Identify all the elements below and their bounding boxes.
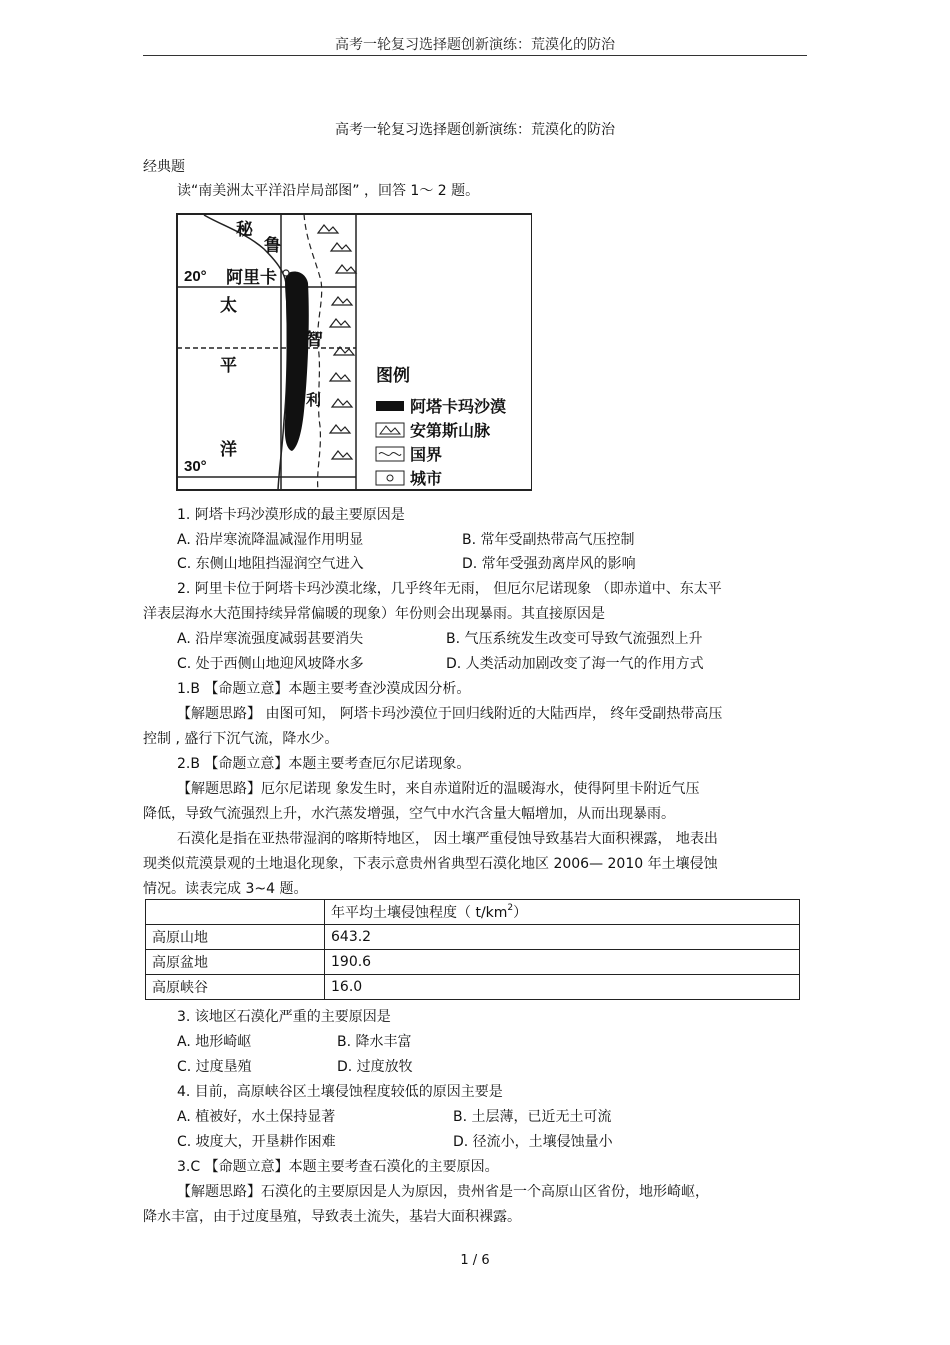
legend-mountain-icon — [376, 423, 404, 437]
coastline — [204, 215, 287, 490]
passage-line2: 现类似荒漠景观的土地退化现象，下表示意贵州省典型石漠化地区 2006— 2010 年土壤侵蚀 — [143, 856, 718, 872]
q4-option-d: D. 径流小，土壤侵蚀量小 — [453, 1134, 613, 1150]
table-header-erosion — [325, 900, 800, 925]
legend-item-city: 城市 — [410, 471, 443, 488]
q3-option-d: D. 过度放牧 — [337, 1059, 413, 1075]
answer1-idea-line1: 【解题思路】 由图可知， 阿塔卡玛沙漠位于回归线附近的大陆西岸， 终年受副热带高压 — [177, 706, 723, 722]
table-header-row — [146, 900, 800, 925]
q2-option-a: A. 沿岸寒流强度减弱甚要消失 — [177, 631, 364, 647]
label-arica: 阿里卡 — [226, 268, 277, 287]
q3-option-a: A. 地形崎岖 — [177, 1034, 252, 1050]
label-ocean-3: 洋 — [220, 440, 237, 459]
passage-line1: 石漠化是指在亚热带湿润的喀斯特地区， 因土壤严重侵蚀导致基岩大面积裸露， 地表出 — [177, 831, 718, 847]
table-row — [146, 950, 800, 975]
andes-mountains — [318, 225, 356, 459]
table-header-sup: 2 — [507, 903, 514, 913]
q2-stem-line2: 洋表层海水大范围持续异常偏暖的现象）年份则会出现暴雨。其直接原因是 — [143, 606, 605, 622]
q1-stem: 1. 阿塔卡玛沙漠形成的最主要原因是 — [177, 507, 405, 523]
running-header: 高考一轮复习选择题创新演练：荒漠化的防治 — [335, 37, 615, 53]
q1-option-a: A. 沿岸寒流降温减湿作用明显 — [177, 532, 364, 548]
answer2-idea-line1: 【解题思路】厄尔尼诺现 象发生时，来自赤道附近的温暖海水，使得阿里卡附近气压 — [177, 781, 700, 797]
passage-line3: 情况。读表完成 3~4 题。 — [143, 881, 308, 897]
answer3-idea-line1: 【解题思路】石漠化的主要原因是人为原因，贵州省是一个高原山区省份，地形崎岖， — [177, 1184, 709, 1200]
arica-city-marker — [283, 270, 289, 276]
label-chile-1: 智 — [306, 330, 323, 349]
legend-item-andes: 安第斯山脉 — [410, 423, 491, 440]
intro-text: 读“南美洲太平洋沿岸局部图” ，回答 1～ 2 题。 — [177, 183, 480, 199]
q3-option-c: C. 过度垦殖 — [177, 1059, 252, 1075]
answer2-line: 2.B 【命题立意】本题主要考查厄尔尼诺现象。 — [177, 756, 471, 772]
header-rule — [143, 55, 807, 56]
table-cell-value: 643.2 — [325, 925, 800, 950]
map-svg — [176, 211, 532, 491]
label-peru-1: 秘 — [236, 220, 253, 239]
table-header-close: ） — [513, 905, 528, 921]
label-peru-2: 鲁 — [264, 236, 281, 255]
south-america-map — [176, 211, 532, 491]
q2-option-b: B. 气压系统发生改变可导致气流强烈上升 — [446, 631, 703, 647]
legend-desert-swatch — [376, 401, 404, 411]
answer3-idea-line2: 降水丰富，由于过度垦殖，导致表土流失，基岩大面积裸露。 — [143, 1209, 521, 1225]
q2-stem-line1: 2. 阿里卡位于阿塔卡玛沙漠北缘，几乎终年无雨， 但厄尔尼诺现象 （即赤道中、东太平 — [177, 581, 722, 597]
q1-option-d: D. 常年受强劲离岸风的影响 — [462, 556, 636, 572]
q1-option-c: C. 东侧山地阻挡湿润空气进入 — [177, 556, 364, 572]
table-cell-name: 高原盆地 — [146, 950, 325, 975]
q4-option-a: A. 植被好，水土保持显著 — [177, 1109, 336, 1125]
q4-option-c: C. 坡度大，开垦耕作困难 — [177, 1134, 336, 1150]
q4-option-b: B. 土层薄，已近无土可流 — [453, 1109, 612, 1125]
table-header-blank — [146, 900, 325, 925]
answer3-line: 3.C 【命题立意】本题主要考查石漠化的主要原因。 — [177, 1159, 499, 1175]
table-row — [146, 925, 800, 950]
answer1-idea-line2: 控制 , 盛行下沉气流，降水少。 — [143, 731, 339, 747]
soil-erosion-table — [145, 899, 800, 1000]
page-number: 1 / 6 — [460, 1253, 490, 1268]
legend-item-desert: 阿塔卡玛沙漠 — [410, 399, 507, 416]
label-lat-30: 30° — [184, 458, 207, 475]
label-ocean-1: 太 — [220, 296, 237, 315]
q2-option-c: C. 处于西侧山地迎风坡降水多 — [177, 656, 364, 672]
table-cell-name: 高原峡谷 — [146, 975, 325, 1000]
table-header-text: 年平均土壤侵蚀程度（ t/km — [331, 905, 508, 921]
legend-item-border: 国界 — [410, 447, 443, 464]
q4-stem: 4. 目前，高原峡谷区土壤侵蚀程度较低的原因主要是 — [177, 1084, 503, 1100]
q2-option-d: D. 人类活动加剧改变了海一气的作用方式 — [446, 656, 704, 672]
table-cell-value: 16.0 — [325, 975, 800, 1000]
section-label: 经典题 — [143, 159, 185, 175]
legend-city-icon — [376, 471, 404, 485]
table-cell-name: 高原山地 — [146, 925, 325, 950]
label-lat-20: 20° — [184, 268, 207, 285]
label-chile-2: 利 — [306, 392, 322, 409]
table-row — [146, 975, 800, 1000]
q3-stem: 3. 该地区石漠化严重的主要原因是 — [177, 1009, 391, 1025]
atacama-desert-shape — [285, 271, 309, 451]
answer2-idea-line2: 降低，导致气流强烈上升，水汽蒸发增强，空气中水汽含量大幅增加，从而出现暴雨。 — [143, 806, 675, 822]
label-ocean-2: 平 — [220, 356, 237, 375]
q1-option-b: B. 常年受副热带高气压控制 — [462, 532, 635, 548]
answer1-line: 1.B 【命题立意】本题主要考查沙漠成因分析。 — [177, 681, 471, 697]
document-title: 高考一轮复习选择题创新演练：荒漠化的防治 — [335, 122, 615, 138]
legend-title: 图例 — [376, 366, 410, 385]
q3-option-b: B. 降水丰富 — [337, 1034, 412, 1050]
legend-border-icon — [376, 447, 404, 461]
table-cell-value: 190.6 — [325, 950, 800, 975]
